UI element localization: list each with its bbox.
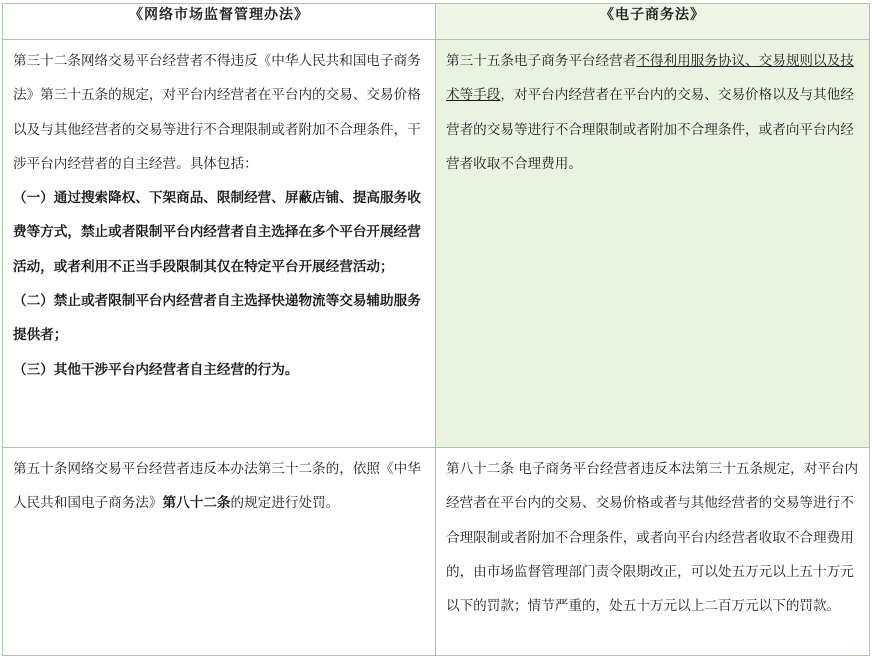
article-32-item-3: （三）其他干涉平台内经营者自主经营的行为。 xyxy=(13,361,299,378)
article-50-bold-ref: 第八十二条 xyxy=(162,495,231,512)
article-32-cell xyxy=(3,40,436,448)
article-50-suffix: 的规定进行处罚。 xyxy=(230,495,340,512)
header-ecommerce-law: 《电子商务法》 xyxy=(436,4,870,40)
table-row xyxy=(3,40,870,448)
header-network-market-rules: 《网络市场监督管理办法》 xyxy=(3,4,436,40)
article-50-prefix: 第五十条网络交易平台经营者违反本办法第三十二条的，依照《中华人民共和国电子商务法》 xyxy=(13,461,421,512)
table-row xyxy=(3,448,870,656)
article-35-text xyxy=(446,44,860,181)
article-32-item-1: （一）通过搜索降权、下架商品、限制经营、屏蔽店铺、提高服务收费等方式，禁止或者限制平台内经营者自主选择在多个平台开展经营活动，或者利用不正当手段限制其仅在特定平台开展经营活动； xyxy=(13,190,421,275)
article-35-underlined: 不得利用服务协议、交易规则以及技术等手段 xyxy=(446,53,854,104)
article-50-cell xyxy=(3,448,436,656)
article-35-prefix: 第三十五条电子商务平台经营者 xyxy=(446,53,637,69)
article-32-item-2: （二）禁止或者限制平台内经营者自主选择快递物流等交易辅助服务提供者； xyxy=(13,293,421,344)
comparison-table xyxy=(2,3,870,656)
article-50-text xyxy=(13,452,426,521)
article-35-cell xyxy=(436,40,870,448)
article-82-cell xyxy=(436,448,870,656)
header-row xyxy=(3,4,870,40)
article-32-intro: 第三十二条网络交易平台经营者不得违反《中华人民共和国电子商务法》第三十五条的规定，对平台内经营者在平台内的交易、交易价格以及与其他经营者的交易等进行不合理限制或者附加不合理条件，干涉平台内经营者的自主经营。具体包括： xyxy=(13,53,421,172)
article-82-text: 第八十二条 电子商务平台经营者违反本法第三十五条规定，对平台内经营者在平台内的交易、交易价格或者与其他经营者的交易等进行不合理限制或者附加不合理条件，或者向平台内经营者收取不合理费用的，由市场监督管理部门责令限期改正，可以处五万元以上五十万元以下的罚款；情节严重的，处五十万元以上二百万元以下的罚款。 xyxy=(446,461,859,615)
article-35-suffix: ，对平台内经营者在平台内的交易、交易价格以及与其他经营者的交易等进行不合理限制或者附加不合理条件，或者向平台内经营者收取不合理费用。 xyxy=(446,87,854,172)
